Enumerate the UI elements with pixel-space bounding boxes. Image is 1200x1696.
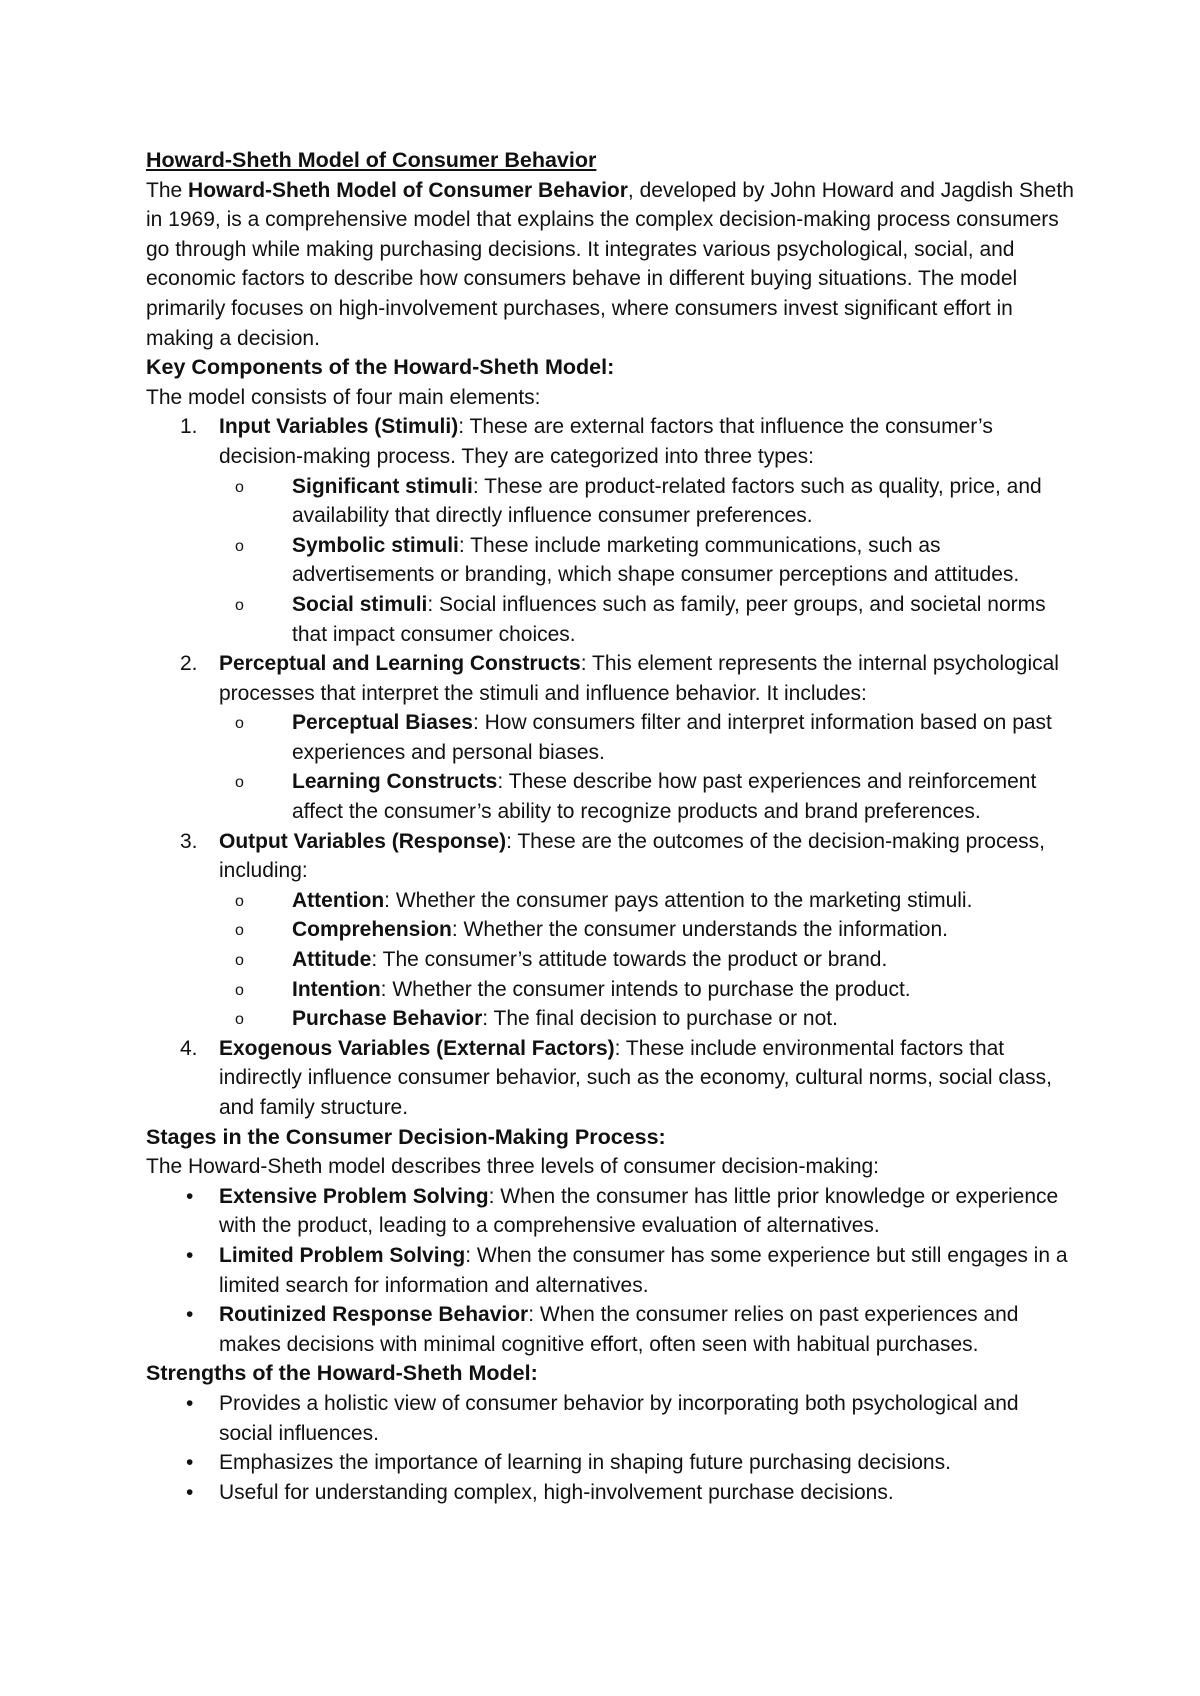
stages-lead: The Howard-Sheth model describes three levels of consumer decision-making: — [146, 1155, 880, 1179]
strength-item — [146, 1389, 1076, 1448]
strength-text: Provides a holistic view of consumer behavior by incorporating both psychological and social influences. — [219, 1391, 1019, 1445]
sub-list — [219, 708, 1076, 826]
sub-list — [219, 472, 1076, 650]
item-term: Output Variables (Response) — [219, 829, 507, 853]
document-page — [146, 146, 1076, 1507]
component-item — [146, 1034, 1076, 1123]
bullet: • — [186, 1480, 194, 1504]
strength-text: Useful for understanding complex, high-involvement purchase decisions. — [219, 1480, 894, 1504]
sub-item — [219, 975, 1076, 1005]
components-heading: Key Components of the Howard-Sheth Model: — [146, 355, 615, 380]
stage-desc: : When the consumer has some experience but still engages in a limited search for information and alternatives. — [219, 1243, 1068, 1297]
sub-desc: : Whether the consumer understands the information. — [451, 918, 948, 942]
stages-heading: Stages in the Consumer Decision-Making Process: — [146, 1124, 666, 1149]
sub-term: Comprehension — [292, 918, 452, 942]
bullet: • — [186, 1451, 194, 1475]
sub-bullet: o — [235, 478, 244, 496]
sub-desc: : These are product-related factors such as quality, price, and availability that directly influence consumer preferences. — [292, 474, 1042, 528]
item-desc: : These are external factors that influence the consumer’s decision-making process. They are categorized into three types: — [219, 415, 993, 468]
sub-item — [219, 472, 1076, 531]
bullet: • — [186, 1184, 194, 1208]
sub-desc: : These describe how past experiences and reinforcement affect the consumer’s ability to recognize products and brand preferences. — [292, 770, 1037, 824]
component-item — [146, 412, 1076, 649]
intro-pre: The — [146, 178, 189, 202]
sub-term: Perceptual Biases — [292, 711, 473, 735]
item-desc: : These are the outcomes of the decision-making process, including: — [219, 829, 1045, 883]
item-number: 1. — [180, 415, 198, 439]
sub-bullet: o — [235, 892, 244, 910]
sub-term: Learning Constructs — [292, 770, 498, 794]
intro-bold: Howard-Sheth Model of Consumer Behavior — [188, 178, 628, 202]
item-desc: : These include environmental factors that indirectly influence consumer behavior, such as the economy, cultural norms, social class, and family structure. — [219, 1036, 1052, 1119]
sub-bullet: o — [235, 596, 244, 614]
strength-item — [146, 1478, 1076, 1508]
sub-item — [219, 1004, 1076, 1034]
strength-item — [146, 1448, 1076, 1478]
sub-list — [219, 886, 1076, 1034]
sub-term: Attention — [292, 888, 385, 912]
sub-bullet: o — [235, 715, 244, 733]
sub-desc: : These include marketing communications, such as advertisements or branding, which shape consumer perceptions and attitudes. — [292, 533, 1020, 587]
component-item — [146, 649, 1076, 827]
item-term: Exogenous Variables (External Factors) — [219, 1036, 615, 1060]
stages-list — [146, 1182, 1076, 1360]
sub-desc: : Social influences such as family, peer groups, and societal norms that impact consumer choices. — [292, 592, 1046, 646]
sub-item — [219, 915, 1076, 945]
sub-item — [219, 531, 1076, 590]
stage-item — [146, 1241, 1076, 1300]
intro-paragraph — [146, 176, 1076, 354]
sub-term: Purchase Behavior — [292, 1007, 483, 1031]
item-number: 4. — [180, 1036, 198, 1060]
stage-item — [146, 1300, 1076, 1359]
sub-item — [219, 945, 1076, 975]
item-number: 2. — [180, 652, 198, 676]
sub-term: Attitude — [292, 948, 372, 972]
sub-bullet: o — [235, 922, 244, 940]
sub-bullet: o — [235, 774, 244, 792]
sub-desc: : Whether the consumer pays attention to the marketing stimuli. — [384, 888, 973, 912]
item-number: 3. — [180, 829, 198, 853]
document-title: Howard-Sheth Model of Consumer Behavior — [146, 148, 597, 172]
bullet: • — [186, 1243, 194, 1267]
sub-desc: : How consumers filter and interpret information based on past experiences and personal biases. — [292, 711, 1052, 764]
sub-item — [219, 767, 1076, 826]
components-lead: The model consists of four main elements: — [146, 385, 541, 409]
stage-term: Routinized Response Behavior — [219, 1303, 529, 1327]
item-term: Perceptual and Learning Constructs — [219, 652, 581, 676]
strength-text: Emphasizes the importance of learning in shaping future purchasing decisions. — [219, 1451, 951, 1475]
sub-bullet: o — [235, 952, 244, 970]
sub-term: Symbolic stimuli — [292, 533, 459, 557]
sub-term: Intention — [292, 977, 381, 1001]
item-desc: : This element represents the internal psychological processes that interpret the stimuli and influence behavior. It includes: — [219, 652, 1059, 705]
sub-bullet: o — [235, 1011, 244, 1029]
bullet: • — [186, 1303, 194, 1327]
stage-term: Extensive Problem Solving — [219, 1184, 489, 1208]
bullet: • — [186, 1391, 194, 1415]
intro-post: , developed by John Howard and Jagdish Sheth in 1969, is a comprehensive model that explains the complex decision-making process consumers go through while making purchasing decisions. It integrates various psychological, social, and economic factors to describe how consumers behave in different buying situations. The model primarily focuses on high-involvement purchases, where consumers invest significant effort in making a decision. — [146, 178, 1074, 350]
stage-desc: : When the consumer has little prior knowledge or experience with the product, leading to a comprehensive evaluation of alternatives. — [219, 1184, 1059, 1238]
strengths-list — [146, 1389, 1076, 1507]
sub-bullet: o — [235, 981, 244, 999]
sub-item — [219, 886, 1076, 916]
strengths-heading: Strengths of the Howard-Sheth Model: — [146, 1361, 538, 1386]
sub-desc: : Whether the consumer intends to purchase the product. — [380, 977, 911, 1001]
sub-item — [219, 708, 1076, 767]
item-term: Input Variables (Stimuli) — [219, 415, 459, 439]
component-item — [146, 827, 1076, 1034]
sub-term: Significant stimuli — [292, 474, 473, 498]
sub-item — [219, 590, 1076, 649]
stage-desc: : When the consumer relies on past experiences and makes decisions with minimal cognitive effort, often seen with habitual purchases. — [219, 1303, 1019, 1356]
sub-bullet: o — [235, 537, 244, 555]
sub-desc: : The final decision to purchase or not. — [482, 1007, 838, 1031]
sub-desc: : The consumer’s attitude towards the product or brand. — [371, 948, 888, 972]
components-list — [146, 412, 1076, 1122]
stage-item — [146, 1182, 1076, 1241]
stage-term: Limited Problem Solving — [219, 1243, 466, 1267]
sub-term: Social stimuli — [292, 592, 428, 616]
